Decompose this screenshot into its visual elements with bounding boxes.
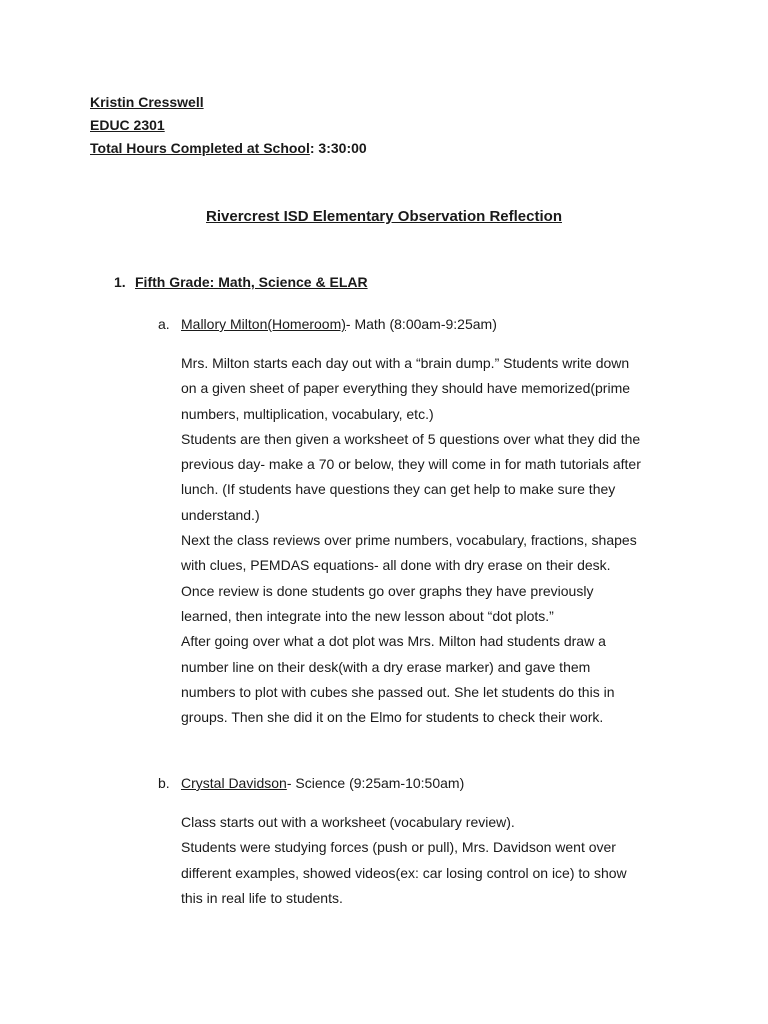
- total-hours-value: : 3:30:00: [309, 140, 367, 156]
- body-line: groups. Then she did it on the Elmo for students to check their work.: [181, 709, 604, 726]
- body-line: Mrs. Milton starts each day out with a “brain dump.” Students write down: [181, 355, 630, 371]
- teacher-name: Mallory Milton(Homeroom): [181, 316, 346, 332]
- subsection-heading: [181, 315, 497, 333]
- body-line: Once review is done students go over graphs they have previously: [181, 582, 594, 599]
- body-line: Class starts out with a worksheet (vocabulary review).: [181, 814, 515, 830]
- class-detail: - Math (8:00am-9:25am): [345, 316, 497, 332]
- body-line: learned, then integrate into the new lesson about “dot plots.”: [181, 607, 554, 624]
- body-line: After going over what a dot plot was Mrs. Milton had students draw a: [181, 633, 606, 650]
- subsection-body: [181, 351, 641, 730]
- subsection-marker: a.: [158, 316, 170, 332]
- body-line: Next the class reviews over prime numbers, vocabulary, fractions, shapes: [181, 532, 637, 549]
- course-code: EDUC 2301: [90, 117, 165, 133]
- body-line: numbers, multiplication, vocabulary, etc.): [181, 405, 434, 422]
- teacher-name: Crystal Davidson: [181, 775, 287, 791]
- total-hours: [90, 140, 367, 157]
- subsection-body: [181, 810, 627, 911]
- body-line: understand.): [181, 506, 260, 523]
- body-line: different examples, showed videos(ex: car losing control on ice) to show: [181, 864, 627, 881]
- body-line: on a given sheet of paper everything they should have memorized(prime: [181, 380, 631, 397]
- body-line: number line on their desk(with a dry erase marker) and gave them: [181, 658, 591, 675]
- subsection-heading: [181, 774, 464, 792]
- class-detail: - Science (9:25am-10:50am): [286, 775, 465, 791]
- author-name: Kristin Cresswell: [90, 94, 204, 110]
- total-hours-label: Total Hours Completed at School: [90, 140, 310, 156]
- section-number: 1.: [114, 274, 126, 290]
- body-line: Students were studying forces (push or pull), Mrs. Davidson went over: [181, 839, 616, 856]
- body-line: lunch. (If students have questions they can get help to make sure they: [181, 481, 616, 498]
- body-line: this in real life to students.: [181, 889, 343, 906]
- subsection-marker: b.: [158, 775, 170, 791]
- body-line: previous day- make a 70 or below, they will come in for math tutorials after: [181, 456, 641, 473]
- section-title: Fifth Grade: Math, Science & ELAR: [135, 274, 368, 290]
- body-line: with clues, PEMDAS equations- all done with dry erase on their desk.: [181, 557, 611, 574]
- document-title: Rivercrest ISD Elementary Observation Reflection: [206, 208, 562, 225]
- body-line: numbers to plot with cubes she passed out. She let students do this in: [181, 683, 615, 700]
- body-line: Students are then given a worksheet of 5 questions over what they did the: [181, 430, 641, 447]
